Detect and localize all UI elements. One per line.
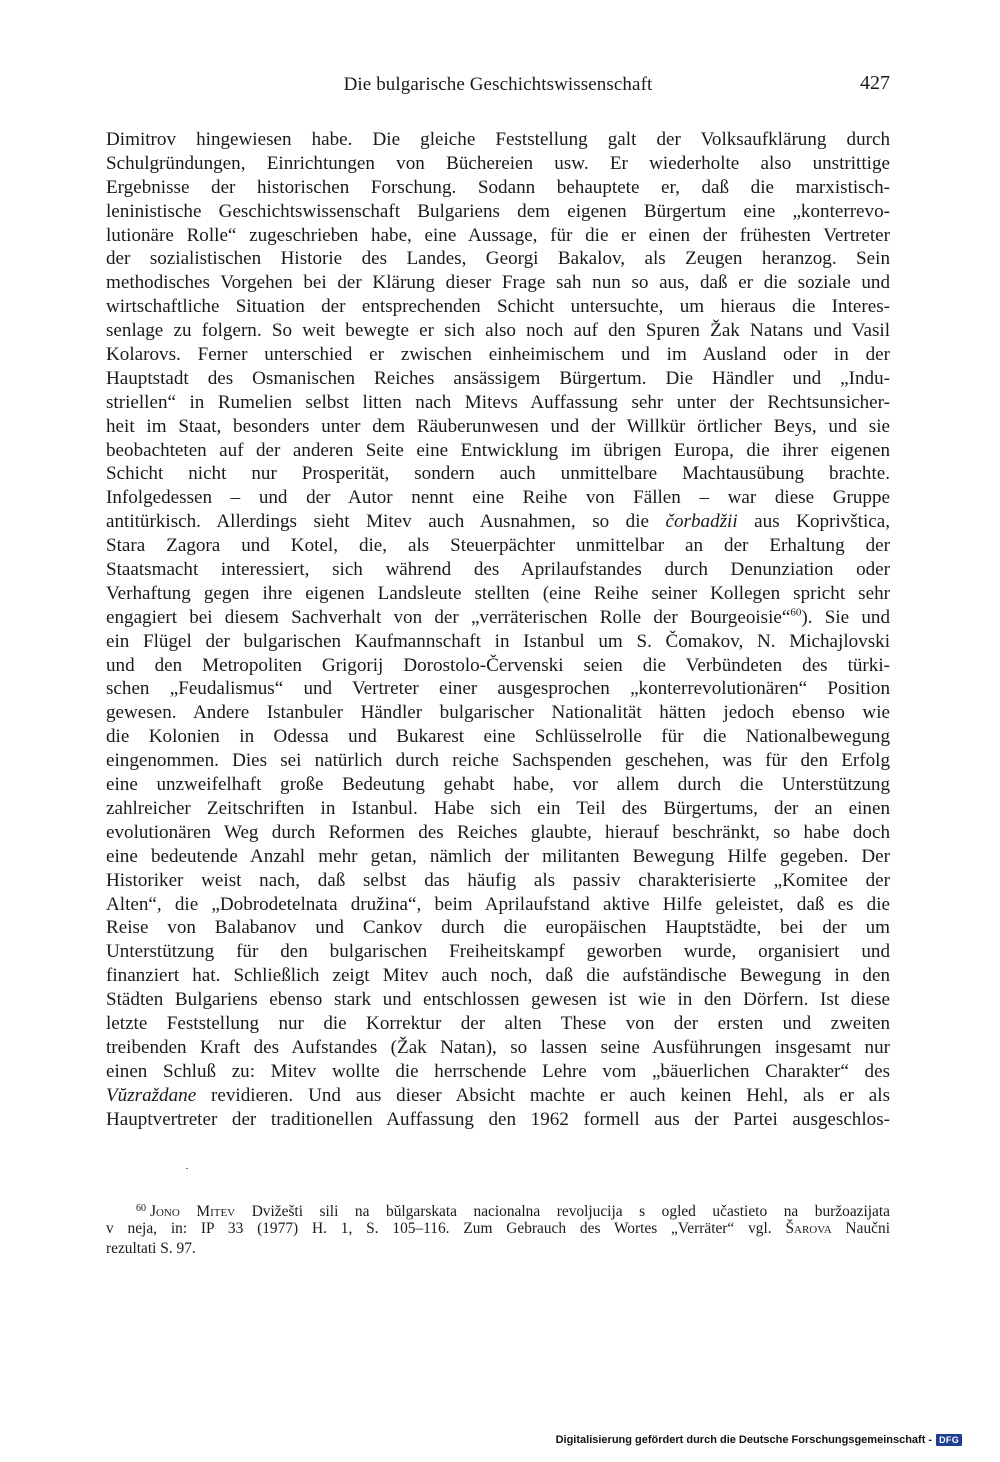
text-line: leninistische Geschichtswissenschaft Bulgariens dem eigenen Bürgertum eine „konterrevo- bbox=[106, 200, 890, 222]
text-line bbox=[106, 606, 890, 630]
text-line: Schicht nicht nur Prosperität, sondern auch unmittelbare Machtausübung brachte. bbox=[106, 463, 890, 485]
footnote-ref: 60 bbox=[790, 606, 802, 619]
text-line: Verhaftung gegen ihre eigenen Landsleute stellten (eine Reihe seiner Kollegen spricht sehr bbox=[106, 582, 890, 604]
text-run: engagiert bei diesem Sachverhalt von der „verräterischen Rolle der Bourgeoisie“ bbox=[106, 606, 791, 628]
footnote-number: 60 bbox=[136, 1203, 146, 1214]
text-line: finanziert hat. Schließlich zeigt Mitev auch noch, daß die aufständische Bewegung in den bbox=[106, 965, 890, 987]
footnotes bbox=[106, 1199, 890, 1259]
text-run: antitürkisch. Allerdings sieht Mitev auch Ausnahmen, so die bbox=[106, 511, 666, 533]
text-run: v neja, in: IP 33 (1977) H. 1, S. 105–116. Zum Gebrauch des Wortes „Verräter“ vgl. bbox=[106, 1220, 786, 1237]
body-text bbox=[106, 128, 890, 1131]
text-line: gewesen. Andere Istanbuler Händler bulgarischer Nationalität hätten jedoch ebenso wie bbox=[106, 702, 890, 724]
text-line: Hauptvertreter der traditionellen Auffassung den 1962 formell aus der Partei ausgeschlos- bbox=[106, 1108, 890, 1130]
text-line: Unterstützung für den bulgarischen Freiheitskampf geworben wurde, organisiert und bbox=[106, 941, 890, 963]
text-line: die Kolonien in Odessa und Bukarest eine Schlüsselrolle für die Nationalbewegung bbox=[106, 726, 890, 748]
text-line: Schulgründungen, Einrichtungen von Büchereien usw. Er wiederholte also unstrittige bbox=[106, 152, 890, 174]
text-line: Dimitrov hingewiesen habe. Die gleiche Feststellung galt der Volksaufklärung durch bbox=[106, 129, 890, 150]
text-line: eine unzweifelhaft große Bedeutung gehabt habe, vor allem durch die Unterstützung bbox=[106, 774, 890, 796]
footnote-author: Šarova bbox=[785, 1220, 832, 1237]
digitization-credit bbox=[556, 1432, 962, 1448]
text-line: evolutionären Weg durch Reformen des Reiches glaubte, hierauf beschränkt, so habe doch bbox=[106, 821, 890, 843]
dfg-logo-icon: DFG bbox=[936, 1434, 962, 1446]
page-number: 427 bbox=[860, 72, 890, 94]
footnote-line: rezultati S. 97. bbox=[106, 1240, 196, 1257]
italic-term: Vŭzraždane bbox=[106, 1084, 197, 1106]
text-line bbox=[106, 1084, 890, 1108]
text-line: lutionäre Rolle“ zugeschrieben habe, eine Aussage, für die er einen der frühesten Vertreter bbox=[106, 224, 890, 246]
text-line bbox=[106, 510, 890, 534]
text-line: Staatsmacht interessiert, sich während des Aprilaufstandes durch Denunziation oder bbox=[106, 559, 890, 581]
footnote-separator bbox=[186, 1168, 188, 1169]
text-run: ). Sie und bbox=[801, 606, 890, 628]
text-line: ein Flügel der bulgarischen Kaufmannschaft in Istanbul um S. Čomakov, N. Michajlovski bbox=[106, 630, 890, 652]
text-line: zahlreicher Zeitschriften in Istanbul. Habe sich ein Teil des Bürgertums, der an einen bbox=[106, 797, 890, 819]
text-line: letzte Feststellung nur die Korrektur der alten These von der ersten und zweiten bbox=[106, 1012, 890, 1034]
text-line: eine bedeutende Anzahl mehr getan, nämlich der militanten Bewegung Hilfe gegeben. Der bbox=[106, 845, 890, 867]
text-line: senlage zu folgern. So weit bewegte er sich also noch auf den Spuren Žak Natans und Vasil bbox=[106, 320, 890, 342]
text-line: beobachteten auf der anderen Seite eine Entwicklung im übrigen Europa, die ihrer eigenen bbox=[106, 439, 890, 461]
footnote-author: Jono Mitev bbox=[150, 1203, 236, 1220]
text-line: Hauptstadt des Osmanischen Reiches ansässigem Bürgertum. Die Händler und „Indu- bbox=[106, 367, 890, 389]
text-line: schen „Feudalismus“ und Vertreter einer ausgesprochen „konterrevolutionären“ Position bbox=[106, 678, 890, 700]
text-line: treibenden Kraft des Aufstandes (Žak Natan), so lassen seine Ausführungen insgesamt nur bbox=[106, 1036, 890, 1058]
text-line: methodisches Vorgehen bei der Klärung dieser Frage sah nun so aus, daß er die soziale und bbox=[106, 272, 890, 294]
text-line: Reise von Balabanov und Cankov durch die europäischen Hauptstädte, bei der um bbox=[106, 917, 890, 939]
text-line: heit im Staat, besonders unter dem Räuberunwesen und der Willkür örtlicher Beys, und sie bbox=[106, 415, 890, 437]
text-line: striellen“ in Rumelien selbst litten nach Mitevs Auffassung sehr unter der Rechtsunsicher- bbox=[106, 391, 890, 413]
text-line: wirtschaftliche Situation der entsprechenden Schicht untersuchte, um hieraus die Interes- bbox=[106, 296, 890, 318]
italic-term: čorbadžii bbox=[665, 511, 738, 533]
text-run: Dvižešti sili na bŭlgarskata nacionalna revoljucija s ogled učastieto na buržoazijata bbox=[235, 1203, 890, 1220]
text-line: Kolarovs. Ferner unterschied er zwischen einheimischem und im Ausland oder in der bbox=[106, 344, 890, 366]
text-line: Infolgedessen – und der Autor nennt eine Reihe von Fällen – war diese Gruppe bbox=[106, 487, 890, 509]
text-run: aus Koprivštica, bbox=[737, 511, 891, 533]
text-line: eingenommen. Dies sei natürlich durch reiche Sachspenden geschehen, was für den Erfolg bbox=[106, 750, 890, 772]
text-run: Naučni bbox=[831, 1220, 890, 1237]
footnote-line bbox=[106, 1219, 890, 1239]
footnote-line bbox=[106, 1199, 890, 1219]
credit-text: Digitalisierung gefördert durch die Deutsche Forschungsgemeinschaft - bbox=[555, 1434, 933, 1446]
text-line: einen Schluß zu: Mitev wollte die herrschende Lehre vom „bäuerlichen Charakter“ des bbox=[106, 1060, 890, 1082]
running-title: Die bulgarische Geschichtswissenschaft bbox=[343, 74, 653, 95]
running-head bbox=[106, 74, 890, 100]
text-line: Alten“, die „Dobrodetelnata družina“, beim Aprilaufstand aktive Hilfe geleistet, daß es die bbox=[106, 893, 890, 915]
text-line: Städten Bulgariens ebenso stark und entschlossen gewesen ist wie in den Dörfern. Ist diese bbox=[106, 989, 890, 1011]
text-run: revidieren. Und aus dieser Absicht machte er auch keinen Hehl, als er als bbox=[196, 1084, 890, 1106]
text-line: der sozialistischen Historie des Landes, Georgi Bakalov, als Zeugen heranzog. Sein bbox=[106, 248, 890, 270]
text-line: Ergebnisse der historischen Forschung. Sodann behauptete er, daß die marxistisch- bbox=[106, 176, 890, 198]
text-line: Stara Zagora und Kotel, die, als Steuerpächter unmittelbar an der Erhaltung der bbox=[106, 535, 890, 557]
text-line: Historiker weist nach, daß selbst das häufig als passiv charakterisierte „Komitee der bbox=[106, 869, 890, 891]
text-line: und den Metropoliten Grigorij Dorostolo-Červenski seien die Verbündeten des türki- bbox=[106, 654, 890, 676]
